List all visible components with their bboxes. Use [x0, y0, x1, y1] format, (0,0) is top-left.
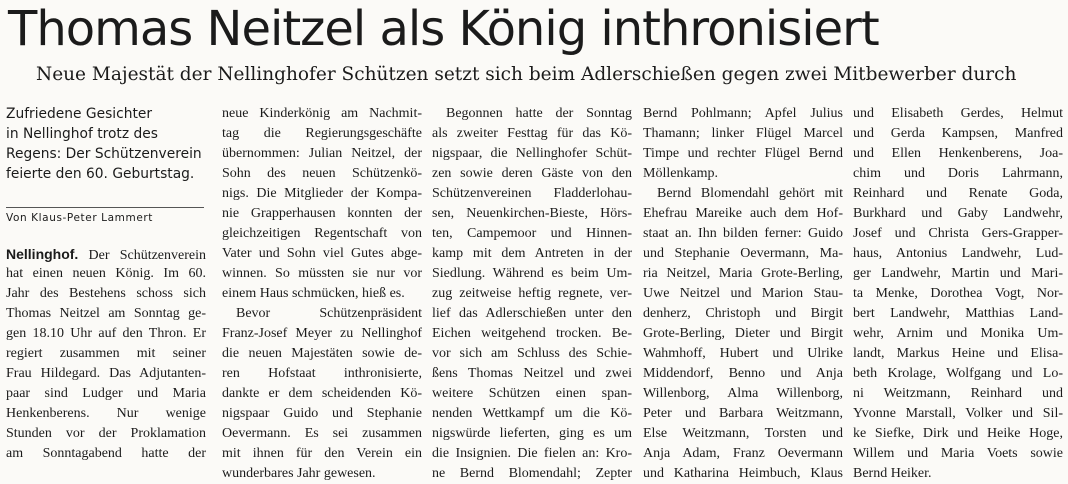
teaser-line: Zufriedene Gesichter — [6, 106, 153, 122]
text-line: chim und Doris Lahrmann, — [853, 166, 1063, 181]
text-line: zen sowie deren Gäste von den — [432, 166, 632, 181]
byline-divider — [6, 207, 204, 208]
text-line: gleichzeitigen Regentschaft von — [222, 226, 422, 241]
text-line: Bernd Blomendahl gehört mit — [657, 186, 843, 201]
text-line: nigspaar Guido und Stephanie — [222, 406, 422, 421]
article-column-3 — [432, 104, 632, 484]
text-line: Else Weitzmann, Torsten und — [643, 426, 843, 441]
text-line: Franz-Josef Meyer zu Nellinghof — [222, 326, 422, 341]
text-line: denherz, Christoph und Birgit — [643, 306, 843, 321]
text-line: Middendorf, Benno und Anja — [643, 366, 843, 381]
text-line: ren Hofstaat inthronisierte, — [222, 366, 422, 381]
text-line: Burkhard und Gaby Landwehr, — [853, 206, 1063, 221]
text-line: ßens Thomas Neitzel und zwei — [432, 366, 632, 381]
teaser — [6, 104, 206, 184]
teaser-line: in Nellinghof trotz des — [6, 126, 158, 142]
text-line: winnen. So müssten sie nur vor — [222, 266, 422, 281]
text-line: Siedlung. Während es beim Um- — [432, 266, 632, 281]
text-line: wehr, Arnim und Monika Um- — [853, 326, 1063, 341]
text-line: Möllenkamp. — [643, 166, 719, 181]
text-line: Anja Adam, Franz Oevermann — [643, 446, 843, 461]
article-column-1 — [6, 244, 206, 464]
text-line: Reinhard und Renate Goda, — [853, 186, 1063, 201]
text-line: die neuen Majestäten sowie de- — [222, 346, 422, 361]
text-line: Henkenberens. Nur wenige — [6, 406, 206, 421]
text-line: und Elisabeth Gerdes, Helmut — [853, 106, 1063, 121]
text-line: Frau Hildegard. Das Adjutanten- — [6, 366, 206, 381]
article-column-4 — [643, 104, 843, 484]
text-line: haus, Antonius Landwehr, Lud- — [853, 246, 1063, 261]
text-line: lief das Adlerschießen unter den — [432, 306, 632, 321]
text-line: gen 18.10 Uhr auf den Thron. Er — [6, 326, 206, 341]
text-line: nigspaar, die Nellinghofer Schüt- — [432, 146, 632, 161]
text-line: beth Krolage, Wolfgang und Lo- — [853, 366, 1063, 381]
text-line: am Sonntagabend hatte der — [6, 446, 206, 461]
text-line: paar sind Ludger und Maria — [6, 386, 206, 401]
teaser-line: feierte den 60. Geburtstag. — [6, 166, 195, 182]
text-line: Jahr des Bestehens schoss sich — [6, 286, 206, 301]
text-line: Willem und Maria Voets sowie — [853, 446, 1063, 461]
text-line: Yvonne Marstall, Volker und Sil- — [853, 406, 1063, 421]
text-line: kamp mit dem Antreten in der — [432, 246, 632, 261]
text-line: Thomas Neitzel am Sonntag ge- — [6, 306, 206, 321]
text-line: Vater und Sohn viel Gutes abge- — [222, 246, 422, 261]
text-line: Grote-Berling, Dieter und Birgit — [643, 326, 843, 341]
text-line: einem Haus schmücken, hieß es. — [222, 286, 405, 301]
subheadline: Neue Majestät der Nellinghofer Schützen setzt sich beim Adlerschießen gegen zwei Mitbewerber durch — [36, 64, 1017, 85]
text-line: Timpe und rechter Flügel Bernd — [643, 146, 843, 161]
text-line: nigswürde lieferten, ging es um — [432, 426, 632, 441]
text-line: ria Neitzel, Maria Grote-Berling, — [643, 266, 843, 281]
text-line: landt, Markus Heine und Elisa- — [853, 346, 1063, 361]
text-line: neue Kinderkönig am Nachmit- — [222, 106, 422, 121]
headline: Thomas Neitzel als König inthronisiert — [8, 1, 879, 57]
text-line: Schützenvereinen Fladderlohau- — [432, 186, 632, 201]
text-line: Eichen weitgehend trocken. Be- — [432, 326, 632, 341]
text-line: als zweiter Festtag für das Kö- — [432, 126, 632, 141]
text-line: tag die Regierungsgeschäfte — [222, 126, 422, 141]
text-line: ger Landwehr, Martin und Mari- — [853, 266, 1063, 281]
text-line: regiert zusammen mit seiner — [6, 346, 206, 361]
text-line: Peter und Barbara Weitzmann, — [643, 406, 843, 421]
text-line: Wahmhoff, Hubert und Ulrike — [643, 346, 843, 361]
dateline: Nellinghof. — [6, 246, 79, 262]
text-line: Oevermann. Es sei zusammen — [222, 426, 422, 441]
article-column-2 — [222, 104, 422, 484]
text-line: hat einen neuen König. Im 60. — [6, 266, 206, 281]
text-line: Bevor Schützenpräsident — [236, 306, 422, 321]
article-column-5 — [853, 104, 1063, 484]
text-line: ni Weitzmann, Reinhard und — [853, 386, 1063, 401]
text-line: ta Menke, Dorothea Vogt, Nor- — [853, 286, 1063, 301]
text-line: und Ellen Henkenberens, Joa- — [853, 146, 1063, 161]
text-line: Willenborg, Alma Willenborg, — [643, 386, 843, 401]
text-line: ne Bernd Blomendahl; Zepter — [432, 466, 632, 481]
teaser-line: Regens: Der Schützenverein — [6, 146, 202, 162]
text-line: Nellinghof. Der Schützenverein — [6, 246, 206, 263]
text-line: übernommen: Julian Neitzel, der — [222, 146, 422, 161]
text-line: die Insignien. Die fielen an: Kro- — [432, 446, 632, 461]
text-line: und Katharina Heimbuch, Klaus — [643, 466, 843, 481]
text-line: mit ihnen für den Verein ein — [222, 446, 422, 461]
text-line: Bernd Heiker. — [853, 466, 932, 481]
text-line: nigs. Die Mitglieder der Kompa- — [222, 186, 422, 201]
text-line: Ehefrau Mareike auch dem Hof- — [643, 206, 843, 221]
text-line: Stunden vor der Proklamation — [6, 426, 206, 441]
text-line: und Stephanie Oevermann, Ma- — [643, 246, 843, 261]
byline: Von Klaus-Peter Lammert — [6, 212, 154, 224]
text-line: Thamann; linker Flügel Marcel — [643, 126, 843, 141]
text-line: Josef und Christa Gers-Grapper- — [853, 226, 1063, 241]
text-line: bert Landwehr, Matthias Land- — [853, 306, 1063, 321]
text-line: und Gerda Kampsen, Manfred — [853, 126, 1063, 141]
text-line: zug zeitweise heftig regnete, ver- — [432, 286, 632, 301]
text-line: ten, Campemoor und Hinnen- — [432, 226, 632, 241]
text-line: Uwe Neitzel und Marion Stau- — [643, 286, 843, 301]
text-line: Begonnen hatte der Sonntag — [446, 106, 632, 121]
text-line: staat an. Ihn bilden ferner: Guido — [643, 226, 843, 241]
text-line: nenden Wettkampf um die Kö- — [432, 406, 632, 421]
text-line: dankte er dem scheidenden Kö- — [222, 386, 422, 401]
text-line: weitere Schützen einen span- — [432, 386, 632, 401]
text-line: Bernd Pohlmann; Apfel Julius — [643, 106, 843, 121]
text-line: sen, Neuenkirchen-Bieste, Hörs- — [432, 206, 632, 221]
text-line: Sohn des neuen Schützenkö- — [222, 166, 422, 181]
text-line: nie Grapperhausen konnten der — [222, 206, 422, 221]
text-line: vor sich am Schluss des Schie- — [432, 346, 632, 361]
text-line: ke Siefke, Dirk und Heike Hoge, — [853, 426, 1063, 441]
text-line: wunderbares Jahr gewesen. — [222, 466, 376, 481]
